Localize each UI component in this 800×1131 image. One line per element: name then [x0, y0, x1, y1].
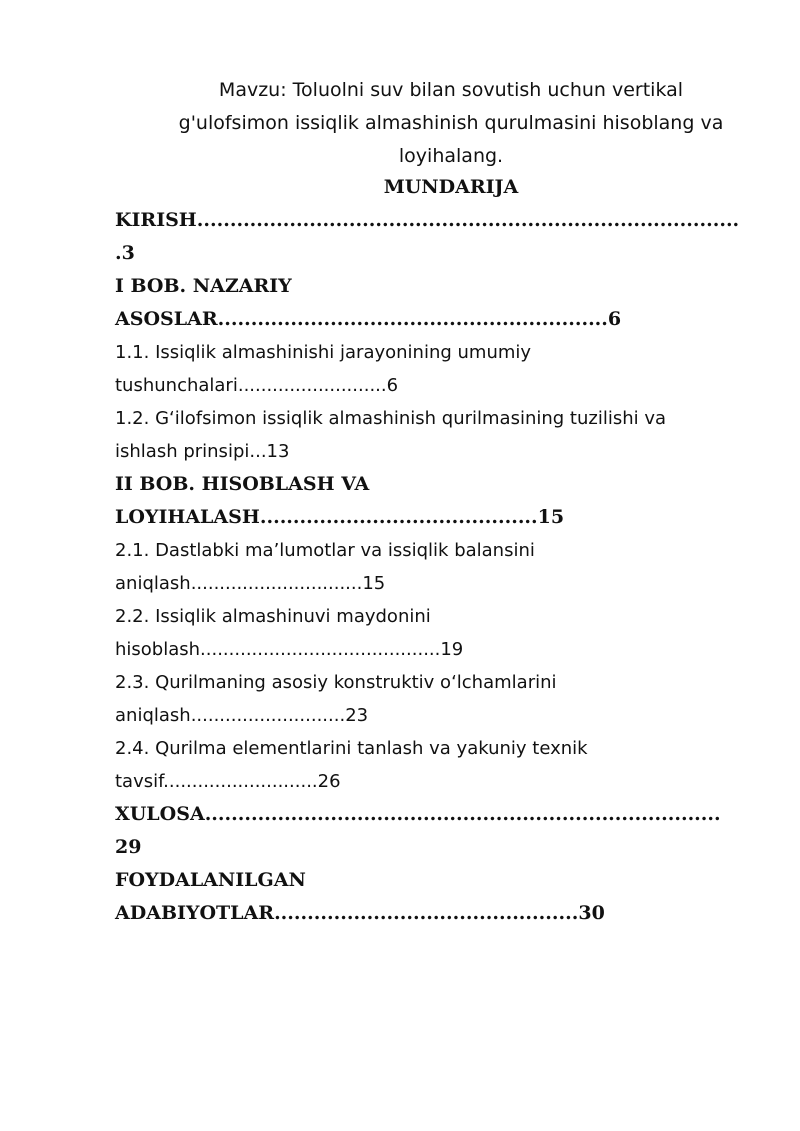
toc-page-number: 26 — [317, 771, 341, 792]
toc-leader-dots: .............................. — [190, 573, 363, 594]
toc-entry-2-3-cont — [115, 699, 755, 732]
toc-title: ASOSLAR — [115, 308, 218, 330]
toc-title: tushunchalari — [115, 375, 238, 396]
toc-leader-dots: ... — [249, 441, 267, 462]
toc-leader-dots: .............................................. — [274, 902, 579, 924]
toc-page-number: 19 — [440, 639, 464, 660]
toc-page-number: 15 — [362, 573, 386, 594]
toc-page-number: .3 — [115, 242, 135, 264]
toc-entry-adabiyotlar — [115, 864, 755, 897]
toc-leader-dots: ........................................................... — [217, 308, 608, 330]
toc-page-number: 29 — [115, 836, 142, 858]
toc-title: 2.4. Qurilma elementlarini tanlash va yakuniy texnik — [115, 738, 588, 759]
contents-heading: MUNDARIJA — [383, 176, 519, 198]
toc-page-number: 23 — [345, 705, 369, 726]
toc-page-number: 13 — [266, 441, 290, 462]
toc-entry-2-1 — [115, 534, 755, 567]
toc-entry-2-4-cont — [115, 765, 755, 798]
toc-title: tavsif — [115, 771, 164, 792]
toc-entry-adabiyotlar-cont — [115, 897, 755, 930]
toc-entry-2-2 — [115, 600, 755, 633]
toc-entry-2-1-cont — [115, 567, 755, 600]
toc-title: ishlash prinsipi — [115, 441, 250, 462]
toc-entry-1-1 — [115, 336, 755, 369]
toc-leader-dots: ........................... — [163, 771, 318, 792]
toc-page-number: 6 — [386, 375, 399, 396]
table-of-contents — [115, 204, 755, 930]
toc-title: KIRISH — [115, 209, 197, 231]
toc-entry-bob2 — [115, 468, 755, 501]
toc-title: 2.3. Qurilmaning asosiy konstruktiv o‘lchamlarini — [115, 672, 557, 693]
toc-title: 2.1. Dastlabki ma’lumotlar va issiqlik balansini — [115, 540, 535, 561]
topic-line-3: loyihalang. — [398, 145, 504, 167]
toc-entry-xulosa — [115, 798, 755, 831]
toc-leader-dots: .......................... — [237, 375, 387, 396]
toc-title: 2.2. Issiqlik almashinuvi maydonini — [115, 606, 431, 627]
toc-leader-dots: .......................................... — [259, 506, 538, 528]
toc-page-number: 15 — [537, 506, 565, 528]
toc-entry-kirish-page — [115, 237, 755, 270]
toc-entry-1-2 — [115, 402, 755, 435]
toc-page-number: 6 — [607, 308, 622, 330]
toc-leader-dots: ........................... — [190, 705, 346, 726]
toc-entry-bob1 — [115, 270, 755, 303]
toc-entry-1-1-cont — [115, 369, 755, 402]
toc-entry-1-2-cont — [115, 435, 755, 468]
toc-title: 1.2. G‘ilofsimon issiqlik almashinish qurilmasining tuzilishi va — [115, 408, 667, 429]
toc-page-number: 30 — [578, 902, 605, 924]
toc-leader-dots: .......................................... — [200, 639, 441, 660]
toc-title: FOYDALANILGAN — [115, 869, 306, 891]
toc-title: aniqlash — [115, 573, 191, 594]
toc-title: XULOSA — [115, 803, 205, 825]
toc-leader-dots: .............................................................................. — [204, 803, 721, 825]
topic-line-2: g'ulofsimon issiqlik almashinish qurulmasini hisoblang va — [178, 112, 724, 134]
toc-entry-2-3 — [115, 666, 755, 699]
toc-title: aniqlash — [115, 705, 191, 726]
toc-entry-bob1-cont — [115, 303, 755, 336]
toc-entry-kirish — [115, 204, 755, 237]
toc-entry-2-4 — [115, 732, 755, 765]
toc-title: ADABIYOTLAR — [115, 902, 275, 924]
toc-title: LOYIHALASH — [115, 506, 260, 528]
toc-title: I BOB. NAZARIY — [115, 275, 292, 297]
toc-entry-2-2-cont — [115, 633, 755, 666]
toc-entry-xulosa-page — [115, 831, 755, 864]
toc-title: II BOB. HISOBLASH VA — [115, 473, 370, 495]
toc-leader-dots: .................................................................................. — [196, 209, 740, 231]
toc-title: hisoblash — [115, 639, 201, 660]
topic-block — [115, 74, 787, 173]
toc-title: 1.1. Issiqlik almashinishi jarayonining umumiy — [115, 342, 532, 363]
topic-line-1: Mavzu: Toluolni suv bilan sovutish uchun vertikal — [218, 79, 684, 101]
toc-entry-bob2-cont — [115, 501, 755, 534]
